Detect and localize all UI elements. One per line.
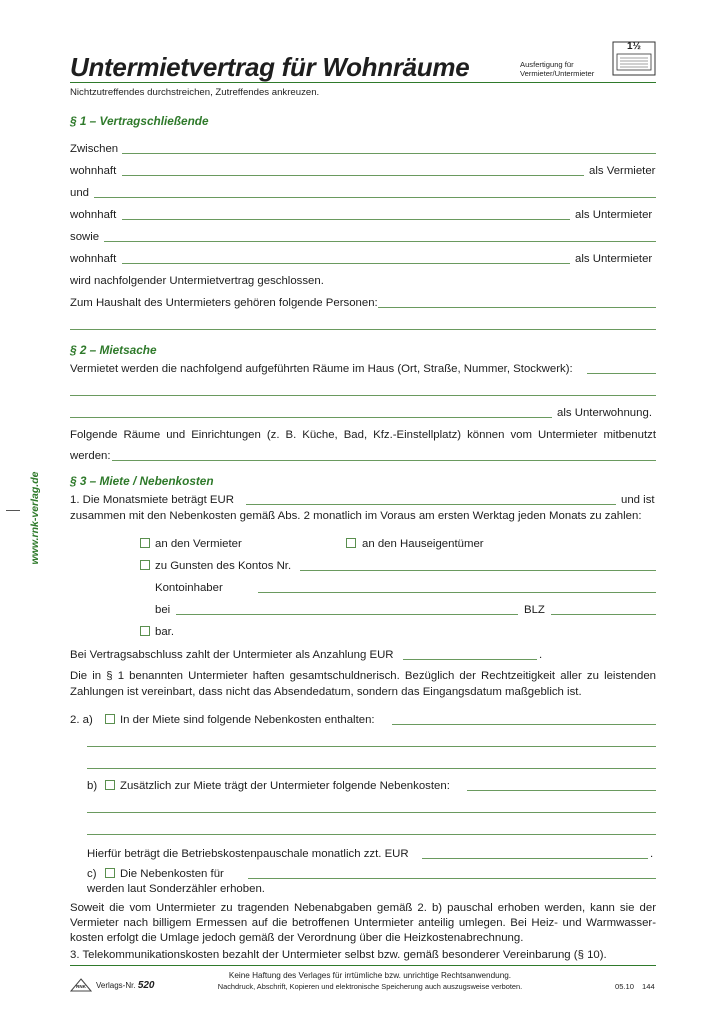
footer-seite: 144 (642, 982, 655, 991)
label-als-untermieter-1: als Untermieter (575, 209, 653, 221)
field-raeume-2[interactable] (70, 395, 656, 396)
field-2a-2[interactable] (87, 746, 656, 747)
ausfertigung-note: Ausfertigung für Vermieter/Untermieter (520, 60, 595, 78)
publisher-logo-text: RNK (76, 984, 86, 989)
field-monatsmiete[interactable] (246, 504, 616, 505)
text-soweit-2: Vermieter nach billigem Ermessen auf die betroffenen Untermieter anteilig umlegen. Bei Heiz- und Warmwasser- (70, 917, 656, 929)
label-sowie: sowie (70, 231, 100, 243)
text-folgende: Folgende Räume und Einrichtungen (z. B. Küche, Bad, Kfz.-Einstellplatz) können vom Untermieter mitbenutzt (70, 429, 656, 441)
publisher-logo-icon (70, 978, 92, 992)
footer-nachdruck: Nachdruck, Abschrift, Kopieren und elektronische Speicherung auch auszugsweise verboten. (217, 982, 523, 991)
text-zusammen: zusammen mit den Nebenkosten gemäß Abs. 2 monatlich im Voraus am ersten Werktag jeden Monats zu zahlen: (70, 510, 642, 522)
publisher-website: www.rnk-verlag.de (29, 471, 41, 565)
footer-haftung: Keine Haftung des Verlages für irrtümliche bzw. unrichtige Rechtsanwendung. (228, 971, 512, 980)
label-bei: bei (155, 604, 171, 616)
anzahlung-period: . (539, 649, 543, 661)
field-2a-3[interactable] (87, 768, 656, 769)
field-kontoinhaber[interactable] (258, 592, 656, 593)
section-1-heading: § 1 – Vertragschließende (70, 114, 209, 128)
checkbox-2b[interactable] (105, 780, 115, 790)
label-wohnhaft-2: wohnhaft (70, 209, 117, 221)
header-rule (70, 82, 656, 83)
field-bank[interactable] (176, 614, 518, 615)
label-haushalt: Zum Haushalt des Untermieters gehören folgende Personen: (70, 297, 378, 309)
text-gesamtschuld-1: Die in § 1 benannten Untermieter haften gesamtschuldnerisch. Bezüglich der Rechtzeitigkeit aller zu leistenden (70, 670, 656, 682)
label-unterwohnung: als Unterwohnung. (557, 407, 652, 419)
label-monatsmiete: 1. Die Monatsmiete beträgt EUR (70, 494, 234, 506)
checkbox-zu-gunsten[interactable] (140, 560, 150, 570)
text-soweit-3: kosten erfolgt die Umlage jedoch gemäß der Verordnung über die Heizkostenabrechnung. (70, 932, 524, 944)
footer-rule (70, 965, 656, 966)
label-2c: c) (87, 868, 97, 880)
field-wohnhaft-1[interactable] (122, 175, 584, 176)
text-geschlossen: wird nachfolgender Untermietvertrag geschlossen. (70, 275, 324, 287)
field-pauschale[interactable] (422, 858, 648, 859)
field-2c[interactable] (248, 878, 656, 879)
checkbox-2a[interactable] (105, 714, 115, 724)
text-soweit-1: Soweit die vom Untermieter zu tragenden Nebenabgaben gemäß 2. b) pauschal erhoben werden, kann sie der (70, 902, 656, 914)
label-kontoinhaber: Kontoinhaber (155, 582, 223, 594)
label-bar: bar. (155, 626, 174, 638)
text-vermietet: Vermietet werden die nachfolgend aufgeführten Räume im Haus (Ort, Straße, Nummer, Stockwerk): (70, 363, 573, 375)
field-raeume-3[interactable] (70, 417, 552, 418)
document-title: Untermietvertrag für Wohnräume (70, 52, 470, 82)
label-zu-gunsten: zu Gunsten des Kontos Nr. (155, 560, 292, 572)
section-2-heading: § 2 – Mietsache (70, 343, 157, 357)
field-haushalt-1[interactable] (378, 307, 656, 308)
field-wohnhaft-3[interactable] (122, 263, 570, 264)
label-blz: BLZ (524, 604, 545, 616)
fold-mark (6, 510, 20, 511)
label-werden: werden: (70, 450, 111, 462)
label-2a: 2. a) (70, 714, 93, 726)
label-2b: b) (87, 780, 98, 792)
verlags-nr: Verlags-Nr. 520 (96, 980, 155, 991)
label-2c-text: Die Nebenkosten für (120, 868, 224, 880)
checkbox-bar[interactable] (140, 626, 150, 636)
text-gesamtschuld-2: Zahlungen ist vereinbart, dass nicht das Absendedatum, sondern das Eingangsdatum maßgeblich ist. (70, 686, 582, 698)
text-sonderzaehler: werden laut Sonderzähler erhoben. (87, 883, 265, 895)
label-2a-text: In der Miete sind folgende Nebenkosten enthalten: (120, 714, 375, 726)
pauschale-period: . (650, 848, 654, 860)
copy-badge-label: 1½ (627, 41, 641, 52)
field-raeume-1[interactable] (587, 373, 656, 374)
label-wohnhaft-3: wohnhaft (70, 253, 117, 265)
copy-badge-icon (611, 38, 657, 78)
field-2b-1[interactable] (467, 790, 656, 791)
field-2a-1[interactable] (392, 724, 656, 725)
field-konto-nr[interactable] (300, 570, 656, 571)
label-und: und (70, 187, 90, 199)
field-mitbenutzt[interactable] (112, 460, 656, 461)
instruction-text: Nichtzutreffendes durchstreichen, Zutreffendes ankreuzen. (70, 87, 320, 98)
label-an-vermieter: an den Vermieter (155, 538, 242, 550)
field-zwischen[interactable] (122, 153, 656, 154)
label-2b-text: Zusätzlich zur Miete trägt der Untermieter folgende Nebenkosten: (120, 780, 450, 792)
checkbox-an-hauseigentuemer[interactable] (346, 538, 356, 548)
label-als-vermieter: als Vermieter (589, 165, 656, 177)
field-blz[interactable] (551, 614, 656, 615)
checkbox-an-vermieter[interactable] (140, 538, 150, 548)
label-und-ist: und ist (621, 494, 655, 506)
label-pauschale: Hierfür beträgt die Betriebskostenpauschale monatlich zzt. EUR (87, 848, 409, 860)
field-und[interactable] (94, 197, 656, 198)
field-haushalt-2[interactable] (70, 329, 656, 330)
field-sowie[interactable] (104, 241, 656, 242)
text-telekommunikation: 3. Telekommunikationskosten bezahlt der Untermieter selbst bzw. gemäß besonderer Vereinbarung (§ 10). (70, 949, 607, 961)
label-an-hauseigentuemer: an den Hauseigentümer (362, 538, 484, 550)
checkbox-2c[interactable] (105, 868, 115, 878)
label-als-untermieter-2: als Untermieter (575, 253, 653, 265)
field-anzahlung[interactable] (403, 659, 537, 660)
field-2b-3[interactable] (87, 834, 656, 835)
field-wohnhaft-2[interactable] (122, 219, 570, 220)
section-3-heading: § 3 – Miete / Nebenkosten (70, 474, 214, 488)
label-zwischen: Zwischen (70, 143, 119, 155)
field-2b-2[interactable] (87, 812, 656, 813)
footer-datum: 05.10 (615, 982, 635, 991)
label-wohnhaft-1: wohnhaft (70, 165, 117, 177)
label-anzahlung: Bei Vertragsabschluss zahlt der Untermieter als Anzahlung EUR (70, 649, 394, 661)
